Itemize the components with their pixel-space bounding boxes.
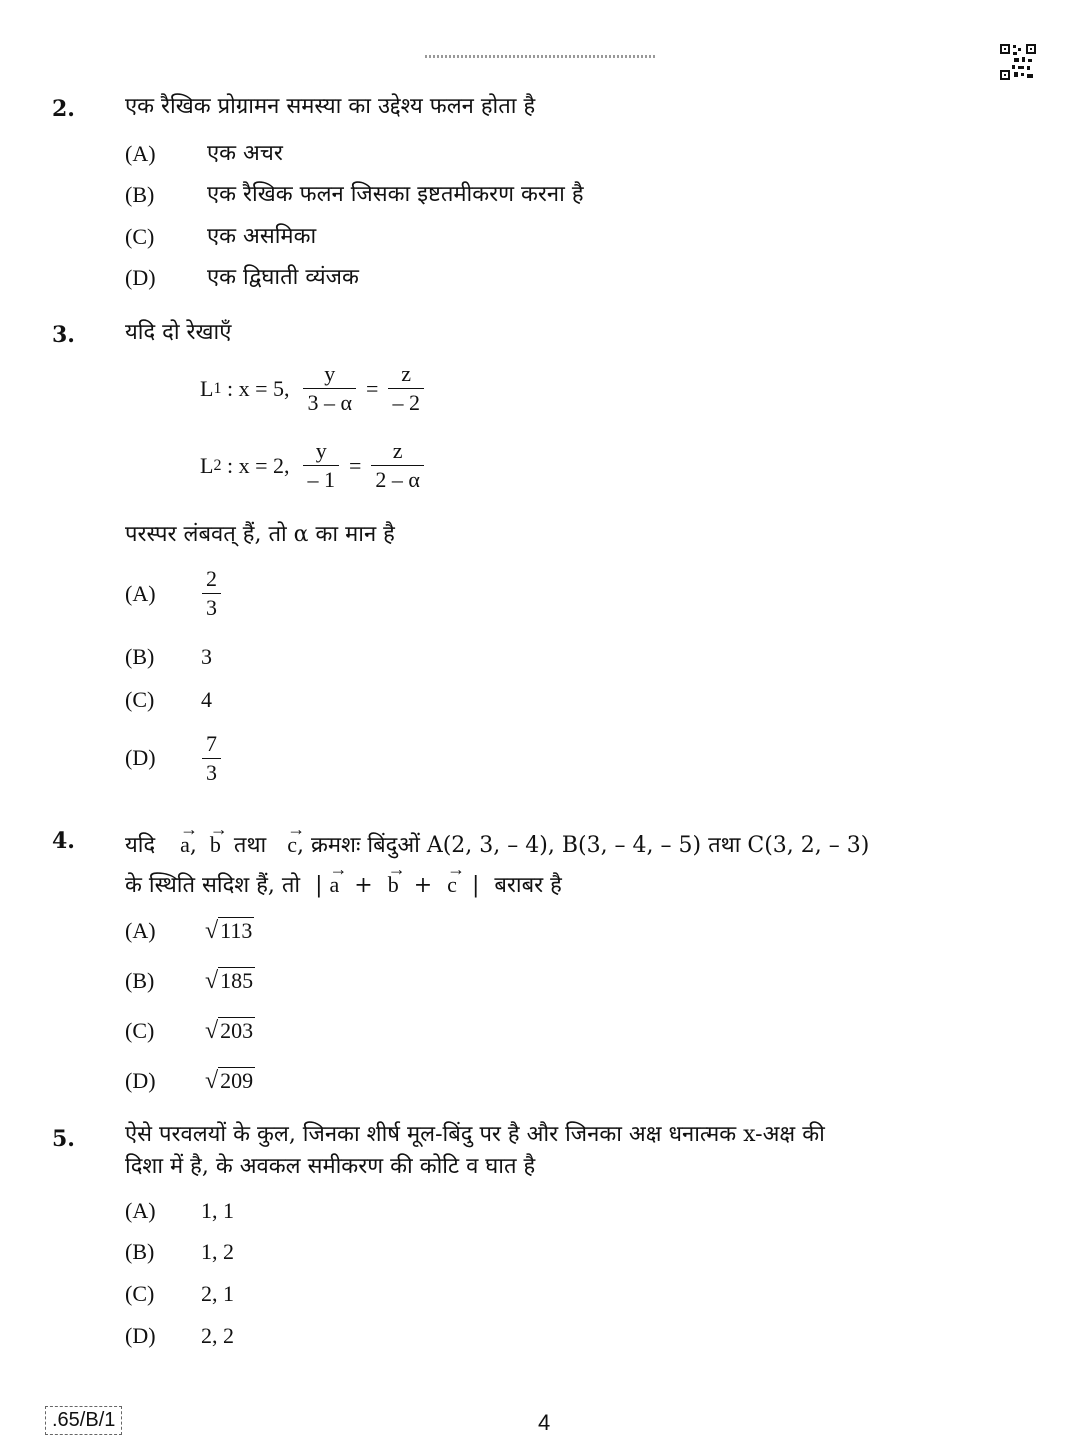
option-label: (A) xyxy=(125,918,156,943)
option-sqrt xyxy=(205,966,255,997)
option-label: (A) xyxy=(125,141,156,166)
q3-text2: परस्पर लंबवत् हैं, तो α का मान है xyxy=(125,522,395,547)
line-symbol: L xyxy=(200,452,214,478)
vector-letter: a xyxy=(180,832,190,857)
q4-line2b: बराबर है xyxy=(494,873,562,898)
q4-line2 xyxy=(125,858,562,903)
line-symbol: L xyxy=(200,375,214,401)
denominator: 3 xyxy=(202,593,221,622)
q3-option-d-fraction xyxy=(198,730,225,787)
fraction xyxy=(202,565,221,622)
numerator: y xyxy=(324,361,336,386)
sqrt xyxy=(205,1016,255,1046)
numerator: z xyxy=(392,438,403,463)
q5-line2: दिशा में है, के अवकल समीकरण की कोटि व घात है xyxy=(125,1154,536,1179)
denominator: 3 xyxy=(202,758,221,787)
option-label: (C) xyxy=(125,1281,155,1306)
radical-icon: √ xyxy=(205,1018,219,1044)
line-x-eq: : x = 5, xyxy=(221,375,290,401)
q2-number: 2. xyxy=(52,96,75,122)
q3-line2-equation xyxy=(200,437,428,494)
numerator: z xyxy=(401,361,412,386)
arrow-icon: → xyxy=(209,819,228,839)
denominator: 3 – α xyxy=(303,388,356,417)
paper-code: .65/B/1 xyxy=(45,1406,122,1435)
q4-rest1: , क्रमशः बिंदुओं A(2, 3, – 4), B(3, – 4, – 5) तथा C(3, 2, – 3) xyxy=(296,833,870,858)
numerator: 7 xyxy=(206,731,217,756)
vector-a xyxy=(180,818,199,862)
option-text: 2, 1 xyxy=(201,1281,234,1306)
option-label: (C) xyxy=(125,224,155,249)
option-text: 3 xyxy=(201,644,212,669)
numerator: 2 xyxy=(206,566,217,591)
option-text: 4 xyxy=(201,687,212,712)
option-label: (C) xyxy=(125,687,155,712)
denominator: 2 – α xyxy=(371,465,424,494)
denominator: – 1 xyxy=(303,465,339,494)
arrow-icon: → xyxy=(329,859,348,879)
page-number: 4 xyxy=(538,1410,551,1435)
line-subscript: 2 xyxy=(213,456,222,474)
q3-number: 3. xyxy=(52,322,75,348)
arrow-icon: → xyxy=(287,819,306,839)
plus-sign: + xyxy=(354,873,373,898)
option-text: एक असमिका xyxy=(207,224,317,249)
radicand: 185 xyxy=(220,968,254,993)
option-text: एक रैखिक फलन जिसका इष्टतमीकरण करना है xyxy=(207,182,584,207)
numerator: y xyxy=(315,438,327,463)
line-x-eq: : x = 2, xyxy=(221,452,290,478)
option-text: 2, 2 xyxy=(201,1323,234,1348)
abs-bar-left: | xyxy=(315,873,323,898)
q4-line2a: के स्थिति सदिश हैं, तो xyxy=(125,873,301,898)
radicand: 113 xyxy=(220,918,253,943)
equals-sign: = xyxy=(348,452,362,478)
q5-number: 5. xyxy=(52,1126,75,1152)
comma: , xyxy=(189,833,197,858)
sqrt xyxy=(205,966,255,996)
vector-c xyxy=(447,858,466,902)
option-label: (B) xyxy=(125,1239,155,1264)
option-sqrt xyxy=(205,916,254,947)
arrow-icon: → xyxy=(447,859,466,879)
equals-sign: = xyxy=(366,375,379,401)
fraction xyxy=(303,360,356,417)
option-sqrt xyxy=(205,1016,255,1047)
vector-letter: c xyxy=(287,832,297,857)
vector-b xyxy=(209,818,228,862)
q3-text: यदि दो रेखाएँ xyxy=(125,320,232,345)
radicand: 203 xyxy=(220,1018,254,1043)
q3-option-a-fraction xyxy=(198,565,225,622)
arrow-icon: → xyxy=(180,819,199,839)
sqrt xyxy=(205,916,254,946)
option-label: (D) xyxy=(125,1068,156,1093)
q4-tatha: तथा xyxy=(233,833,267,858)
q2-text: एक रैखिक प्रोग्रामन समस्या का उद्देश्य फलन होता है xyxy=(125,94,536,119)
radicand: 209 xyxy=(220,1068,254,1093)
vector-a xyxy=(329,858,348,902)
vector-letter: b xyxy=(387,872,399,897)
option-label: (A) xyxy=(125,1198,156,1223)
q4-number: 4. xyxy=(52,828,75,854)
option-text: एक द्विघाती व्यंजक xyxy=(207,265,359,290)
fraction xyxy=(388,360,424,417)
option-label: (D) xyxy=(125,1323,156,1348)
option-text: एक अचर xyxy=(207,141,283,166)
vector-letter: c xyxy=(447,872,457,897)
option-label: (D) xyxy=(125,745,156,770)
denominator: – 2 xyxy=(388,388,424,417)
option-text: 1, 1 xyxy=(201,1198,234,1223)
option-label: (B) xyxy=(125,182,155,207)
q4-yadi: यदि xyxy=(125,833,156,858)
vector-letter: b xyxy=(209,832,221,857)
option-text: 1, 2 xyxy=(201,1239,234,1264)
radical-icon: √ xyxy=(205,968,219,994)
option-label: (B) xyxy=(125,644,155,669)
option-sqrt xyxy=(205,1066,255,1097)
arrow-icon: → xyxy=(387,859,406,879)
sqrt xyxy=(205,1066,255,1096)
radical-icon: √ xyxy=(205,1068,219,1094)
option-label: (D) xyxy=(125,265,156,290)
vector-c xyxy=(287,818,306,862)
option-label: (C) xyxy=(125,1018,155,1043)
fraction xyxy=(303,437,339,494)
q3-line1-equation xyxy=(200,360,428,417)
vector-b xyxy=(387,858,406,902)
option-label: (A) xyxy=(125,581,156,606)
line-subscript: 1 xyxy=(213,379,222,397)
q4-line1 xyxy=(125,818,869,863)
radical-icon: √ xyxy=(205,918,219,944)
q5-line1: ऐसे परवलयों के कुल, जिनका शीर्ष मूल-बिंदु पर है और जिनका अक्ष धनात्मक x-अक्ष की xyxy=(125,1122,825,1147)
vector-letter: a xyxy=(329,872,340,897)
option-label: (B) xyxy=(125,968,155,993)
fraction xyxy=(202,730,221,787)
fraction xyxy=(371,437,424,494)
plus-sign: + xyxy=(413,873,433,898)
abs-bar-right: | xyxy=(471,873,480,898)
header-watermark-strip xyxy=(425,55,655,58)
qr-code-icon xyxy=(1000,44,1036,80)
